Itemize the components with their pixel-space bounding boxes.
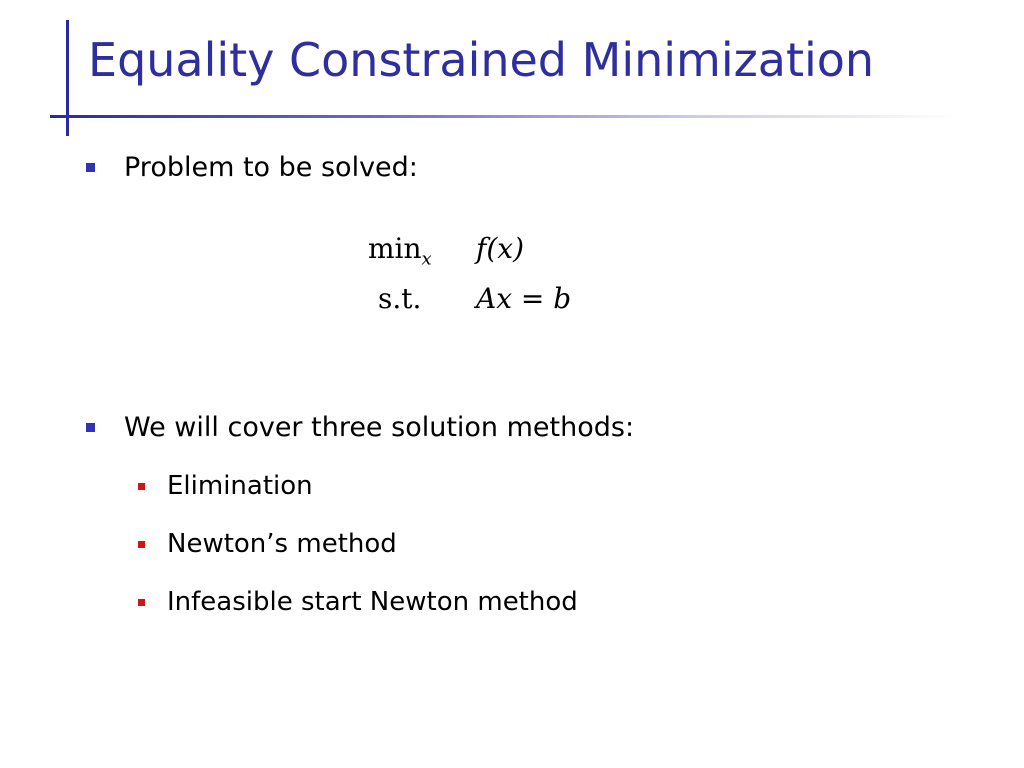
sub-bullet-item (138, 471, 313, 501)
title-vertical-rule (66, 20, 69, 136)
slide-title: Equality Constrained Minimization (88, 33, 875, 87)
bullet-item (86, 412, 634, 443)
objective-function: f(x) (476, 232, 525, 265)
min-operator: $\min_x$ (368, 232, 432, 270)
square-bullet-icon (138, 483, 145, 490)
title-underline-rule (50, 115, 960, 118)
bullet-text: We will cover three solution methods: (124, 412, 635, 443)
square-bullet-icon (138, 599, 145, 606)
subject-to-label: s.t. (378, 282, 422, 315)
sub-bullet-text: Elimination (167, 471, 313, 501)
bullet-text: Problem to be solved: (124, 152, 418, 183)
constraint-equation: Ax = b (476, 282, 572, 315)
square-bullet-icon (86, 423, 95, 432)
sub-bullet-text: Infeasible start Newton method (167, 587, 578, 617)
sub-bullet-text: Newton’s method (167, 529, 397, 559)
square-bullet-icon (138, 541, 145, 548)
bullet-item (86, 152, 418, 183)
sub-bullet-item (138, 529, 397, 559)
sub-bullet-item (138, 587, 578, 617)
square-bullet-icon (86, 163, 95, 172)
